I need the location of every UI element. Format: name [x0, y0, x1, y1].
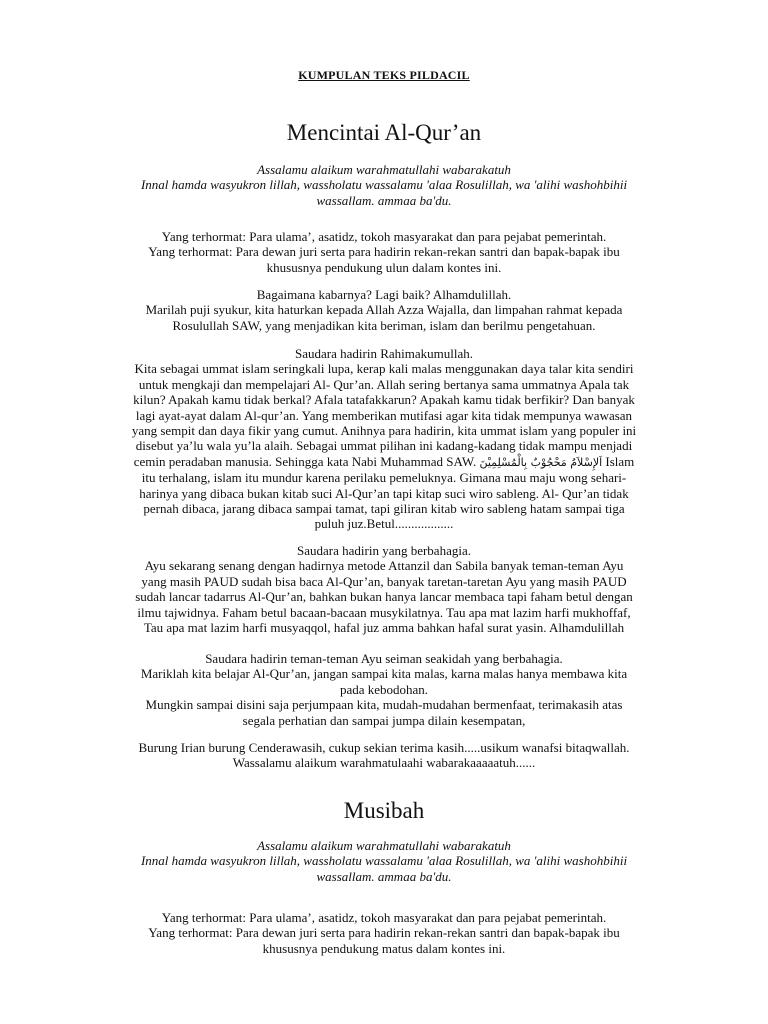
- text-line: Kita sebagai ummat islam seringkali lupa, kerap kali malas menggunakan daya talar kita sendiri: [134, 361, 634, 377]
- honor-paragraph: [110, 229, 658, 275]
- section-title: Musibah: [343, 798, 425, 823]
- text-line: lagi ayat-ayat dalam Al-qur’an. Yang memberikan mutifasi agar kita tidak mempunya wawasan: [135, 407, 633, 423]
- text-line: khususnya pendukung ulun dalam kontes ini.: [266, 259, 502, 275]
- closing-paragraph: [110, 740, 658, 771]
- text-line: yang sempit dan daya fikir yang cumut. Anihnya para hadirin, kita ummat islam yang populer ini: [131, 423, 637, 439]
- text-line: Yang terhormat: Para ulama’, asatidz, tokoh masyarakat dan para pejabat pemerintah.: [161, 229, 607, 244]
- text-line: untuk mengkaji dan mempelajari Al- Qur’an. Allah sering bertanya sama ummatnya Apala tak: [138, 376, 630, 392]
- text-span: cemin peradaban manusia. Sehingga kata Nabi Muhammad SAW.: [133, 453, 477, 469]
- text-line: Innal hamda wasyukron lillah, wassholatu wassalamu 'alaa Rosulillah, wa 'alihi washohbihii: [140, 177, 628, 193]
- greeting-paragraph: [110, 838, 658, 884]
- body-paragraph-3: [110, 651, 658, 728]
- hadith-line: [110, 454, 658, 470]
- text-line: khususnya pendukung matus dalam kontes ini.: [262, 940, 506, 956]
- arabic-hadith: اَلإِسْلاَمُ مَحْجُوْبٌ بِالْمُسْلِمِيْنَ: [479, 455, 603, 469]
- text-line: Mungkin sampai disini saja perjumpaan kita, mudah-mudahan bermenfaat, terimakasih atas: [145, 697, 623, 713]
- text-line: wassallam. ammaa ba'du.: [316, 868, 452, 884]
- text-line: Bagaimana kabarnya? Lagi baik? Alhamdulillah.: [256, 287, 512, 302]
- text-line: Yang terhormat: Para dewan juri serta para hadirin rekan-rekan santri dan bapak-bapak ibu: [148, 925, 620, 941]
- body-paragraph-1: [110, 346, 658, 532]
- body-paragraph-2: [110, 543, 658, 635]
- text-line: disebut ya’lu wala yu’la alaih. Sebagai ummat pilihan ini kadang-kadang tidak mampu menjadi: [135, 438, 633, 454]
- text-line: Tau apa mat lazim harfi musyaqqol, hafal juz amma bahkan hafal surat yasin. Alhamdulillah: [143, 620, 625, 636]
- honor-paragraph: [110, 910, 658, 956]
- section-title: Mencintai Al-Qur’an: [286, 120, 482, 145]
- text-line: Mariklah kita belajar Al-Qur’an, jangan sampai kita malas, karna malas hanya membawa kita: [140, 666, 628, 682]
- text-line: kilun? Apakah kamu tidak berkal? Afala tatafakkarun? Apakah kamu tidak berfikir? Dan banyak: [133, 392, 635, 408]
- text-line: Saudara hadirin Rahimakumullah.: [295, 346, 473, 361]
- text-line: Assalamu alaikum warahmatullahi wabarakatuh: [257, 162, 511, 177]
- opening-paragraph: [110, 287, 658, 333]
- text-line: wassallam. ammaa ba'du.: [316, 192, 452, 208]
- text-line: Burung Irian burung Cenderawasih, cukup sekian terima kasih.....usikum wanafsi bitaqwallah.: [138, 740, 630, 755]
- text-line: harinya yang dibaca bukan kitab suci Al-Qur’an tapi kitap suci wiro sableng. Al- Qur’an tidak: [139, 485, 629, 501]
- text-line: puluh juz.Betul..................: [314, 516, 454, 532]
- text-line: itu terhalang, islam itu mundur karena perilaku pemeluknya. Gimana mau maju wong sehari-: [141, 470, 627, 486]
- text-line: Ayu sekarang senang dengan hadirnya metode Attanzil dan Sabila banyak teman-teman Ayu: [144, 558, 624, 574]
- text-line: ilmu tajwidnya. Faham betul bacaan-bacaan musykilatnya. Tau apa mat lazim harfi mukhoffaf,: [137, 604, 631, 620]
- text-line: segala perhatian dan sampai jumpa dilain kesempatan,: [242, 712, 526, 728]
- text-line: Saudara hadirin yang berbahagia.: [297, 543, 471, 558]
- text-line: Yang terhormat: Para ulama’, asatidz, tokoh masyarakat dan para pejabat pemerintah.: [161, 910, 607, 925]
- text-line: Assalamu alaikum warahmatullahi wabarakatuh: [257, 838, 511, 853]
- text-line: yang masih PAUD sudah bisa baca Al-Qur’an, banyak taretan-taretan Ayu yang masih PAUD: [141, 573, 627, 589]
- text-line: Innal hamda wasyukron lillah, wassholatu wassalamu 'alaa Rosulillah, wa 'alihi washohbihii: [140, 853, 628, 869]
- text-line: Marilah puji syukur, kita haturkan kepada Allah Azza Wajalla, dan limpahan rahmat kepada: [145, 302, 623, 318]
- text-line: pada kebodohan.: [339, 681, 429, 697]
- text-line: sudah lancar tadarrus Al-Qur’an, bahkan bukan hanya lancar membaca tapi faham betul dengan: [135, 589, 633, 605]
- text-line: pernah dibaca, jarang dibaca sampai tamat, tapi giliran kitab wiro sableng hatam sampai tiga: [143, 501, 625, 517]
- text-line: Rosulullah SAW, yang menjadikan kita beriman, islam dan berilmu pengetahuan.: [172, 317, 596, 333]
- text-line: Wassalamu alaikum warahmatulaahi wabarakaaaaatuh......: [232, 755, 536, 771]
- text-line: Yang terhormat: Para dewan juri serta para hadirin rekan-rekan santri dan bapak-bapak ibu: [148, 244, 620, 260]
- document-header: KUMPULAN TEKS PILDACIL: [298, 68, 470, 82]
- text-span: Islam: [605, 453, 635, 469]
- greeting-paragraph: [110, 162, 658, 208]
- text-line: Saudara hadirin teman-teman Ayu seiman seakidah yang berbahagia.: [205, 651, 563, 666]
